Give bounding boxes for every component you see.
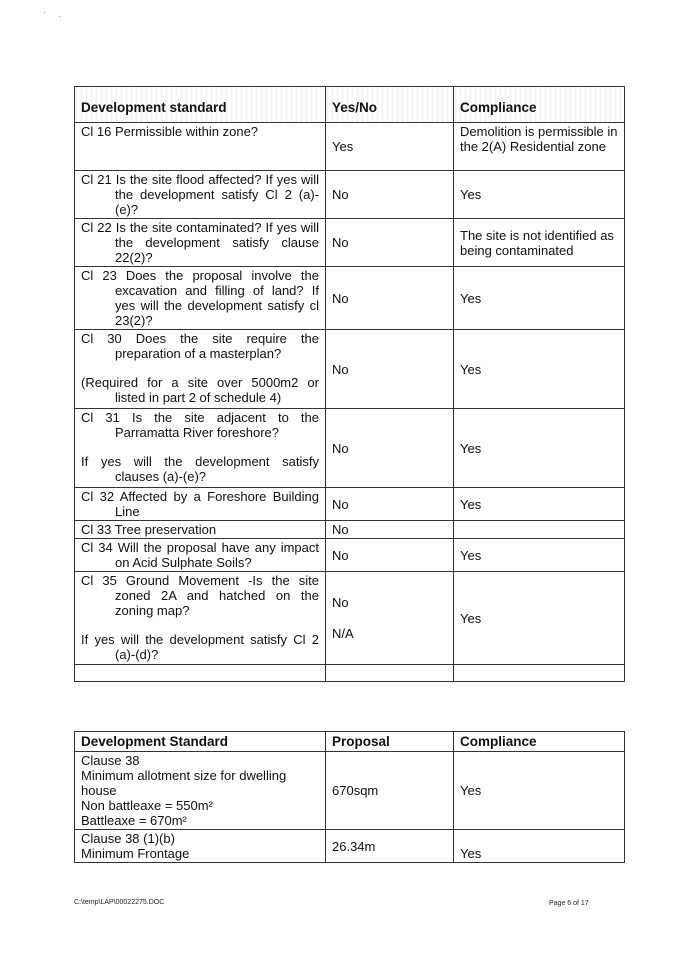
yesno-cell: No bbox=[332, 290, 349, 306]
table-row-empty bbox=[75, 665, 625, 682]
footer-page-number: Page 6 of 17 bbox=[549, 900, 589, 907]
standard-cell: Cl 22 Is the site contaminated? If yes will the development satisfy clause 22(2)? bbox=[81, 220, 319, 265]
yesno-cell: No bbox=[332, 187, 349, 202]
column-header-compliance: Compliance bbox=[454, 732, 625, 752]
standard-note: If yes will the development satisfy Cl 2 (a)-(d)? bbox=[81, 632, 319, 662]
table-header-row bbox=[75, 87, 625, 123]
compliance-cell: Yes bbox=[460, 290, 482, 306]
table-row bbox=[75, 330, 625, 409]
column-header-standard: Development standard bbox=[75, 87, 326, 123]
compliance-cell: Yes bbox=[460, 361, 482, 377]
table-row bbox=[75, 219, 625, 267]
standard-cell: Cl 23 Does the proposal involve the excavation and filling of land? If yes will the development satisfy cl 23(2)? bbox=[81, 268, 319, 328]
compliance-cell: Demolition is permissible in the 2(A) Residential zone bbox=[460, 124, 618, 154]
table-row bbox=[75, 267, 625, 330]
development-standards-table bbox=[74, 86, 625, 682]
standard-line: Minimum Frontage bbox=[81, 846, 190, 861]
table-row bbox=[75, 830, 625, 863]
compliance-cell: The site is not identified as being contaminated bbox=[460, 227, 614, 258]
scan-speck bbox=[59, 16, 60, 17]
standard-cell: Cl 33 Tree preservation bbox=[81, 522, 217, 537]
compliance-cell: Yes bbox=[460, 846, 482, 861]
yesno-cell: No bbox=[332, 547, 349, 563]
standard-cell: Cl 34 Will the proposal have any impact on Acid Sulphate Soils? bbox=[81, 540, 319, 570]
compliance-cell: Yes bbox=[460, 547, 482, 563]
compliance-cell: Yes bbox=[460, 496, 482, 512]
standard-cell: Cl 35 Ground Movement -Is the site zoned 2A and hatched on the zoning map? bbox=[81, 573, 319, 618]
table-row bbox=[75, 572, 625, 665]
standard-cell: Cl 32 Affected by a Foreshore Building Line bbox=[81, 489, 319, 519]
yesno-cell: No bbox=[332, 440, 349, 456]
compliance-cell: Yes bbox=[460, 783, 482, 798]
table-row bbox=[75, 521, 625, 539]
column-header-yesno: Yes/No bbox=[326, 87, 454, 123]
proposal-cell: 670sqm bbox=[332, 783, 379, 798]
standard-line: Clause 38 (1)(b) bbox=[81, 831, 175, 846]
proposal-cell: 26.34m bbox=[332, 838, 376, 854]
standard-cell: Cl 16 Permissible within zone? bbox=[81, 124, 259, 139]
yesno-cell: No bbox=[332, 522, 349, 537]
yesno-cell: No bbox=[332, 235, 349, 250]
table-row bbox=[75, 123, 625, 171]
yesno-cell: No bbox=[332, 595, 349, 610]
allotment-standards-table bbox=[74, 731, 625, 863]
standard-cell: Cl 31 Is the site adjacent to the Parramatta River foreshore? bbox=[81, 410, 319, 440]
footer-file-path: C:\temp\LAP\00022275.DOC bbox=[74, 899, 165, 906]
standard-cell: Cl 30 Does the site require the preparation of a masterplan? bbox=[81, 331, 319, 361]
table-header-row bbox=[75, 732, 625, 752]
yesno-cell: Yes bbox=[332, 139, 354, 154]
standard-note: If yes will the development satisfy clauses (a)-(e)? bbox=[81, 454, 319, 484]
compliance-cell: Yes bbox=[460, 440, 482, 456]
column-header-compliance: Compliance bbox=[454, 87, 625, 123]
table-row bbox=[75, 488, 625, 521]
standard-line: Battleaxe = 670m² bbox=[81, 813, 187, 828]
column-header-proposal: Proposal bbox=[326, 732, 454, 752]
yesno-cell: No bbox=[332, 361, 349, 377]
scan-speck bbox=[44, 12, 45, 13]
standard-line: Non battleaxe = 550m² bbox=[81, 798, 213, 813]
yesno-cell-secondary: N/A bbox=[332, 626, 354, 641]
standard-line: Clause 38 bbox=[81, 753, 140, 768]
table-row bbox=[75, 171, 625, 219]
standard-line: Minimum allotment size for dwelling house bbox=[81, 768, 287, 798]
table-row bbox=[75, 409, 625, 488]
compliance-cell: Yes bbox=[460, 187, 482, 202]
table-row bbox=[75, 752, 625, 830]
table-row bbox=[75, 539, 625, 572]
standard-cell: Cl 21 Is the site flood affected? If yes will the development satisfy Cl 2 (a)-(e)? bbox=[81, 172, 319, 217]
column-header-standard: Development Standard bbox=[75, 732, 326, 752]
standard-note: (Required for a site over 5000m2 or listed in part 2 of schedule 4) bbox=[81, 375, 319, 405]
compliance-cell: Yes bbox=[460, 610, 482, 626]
yesno-cell: No bbox=[332, 496, 349, 512]
